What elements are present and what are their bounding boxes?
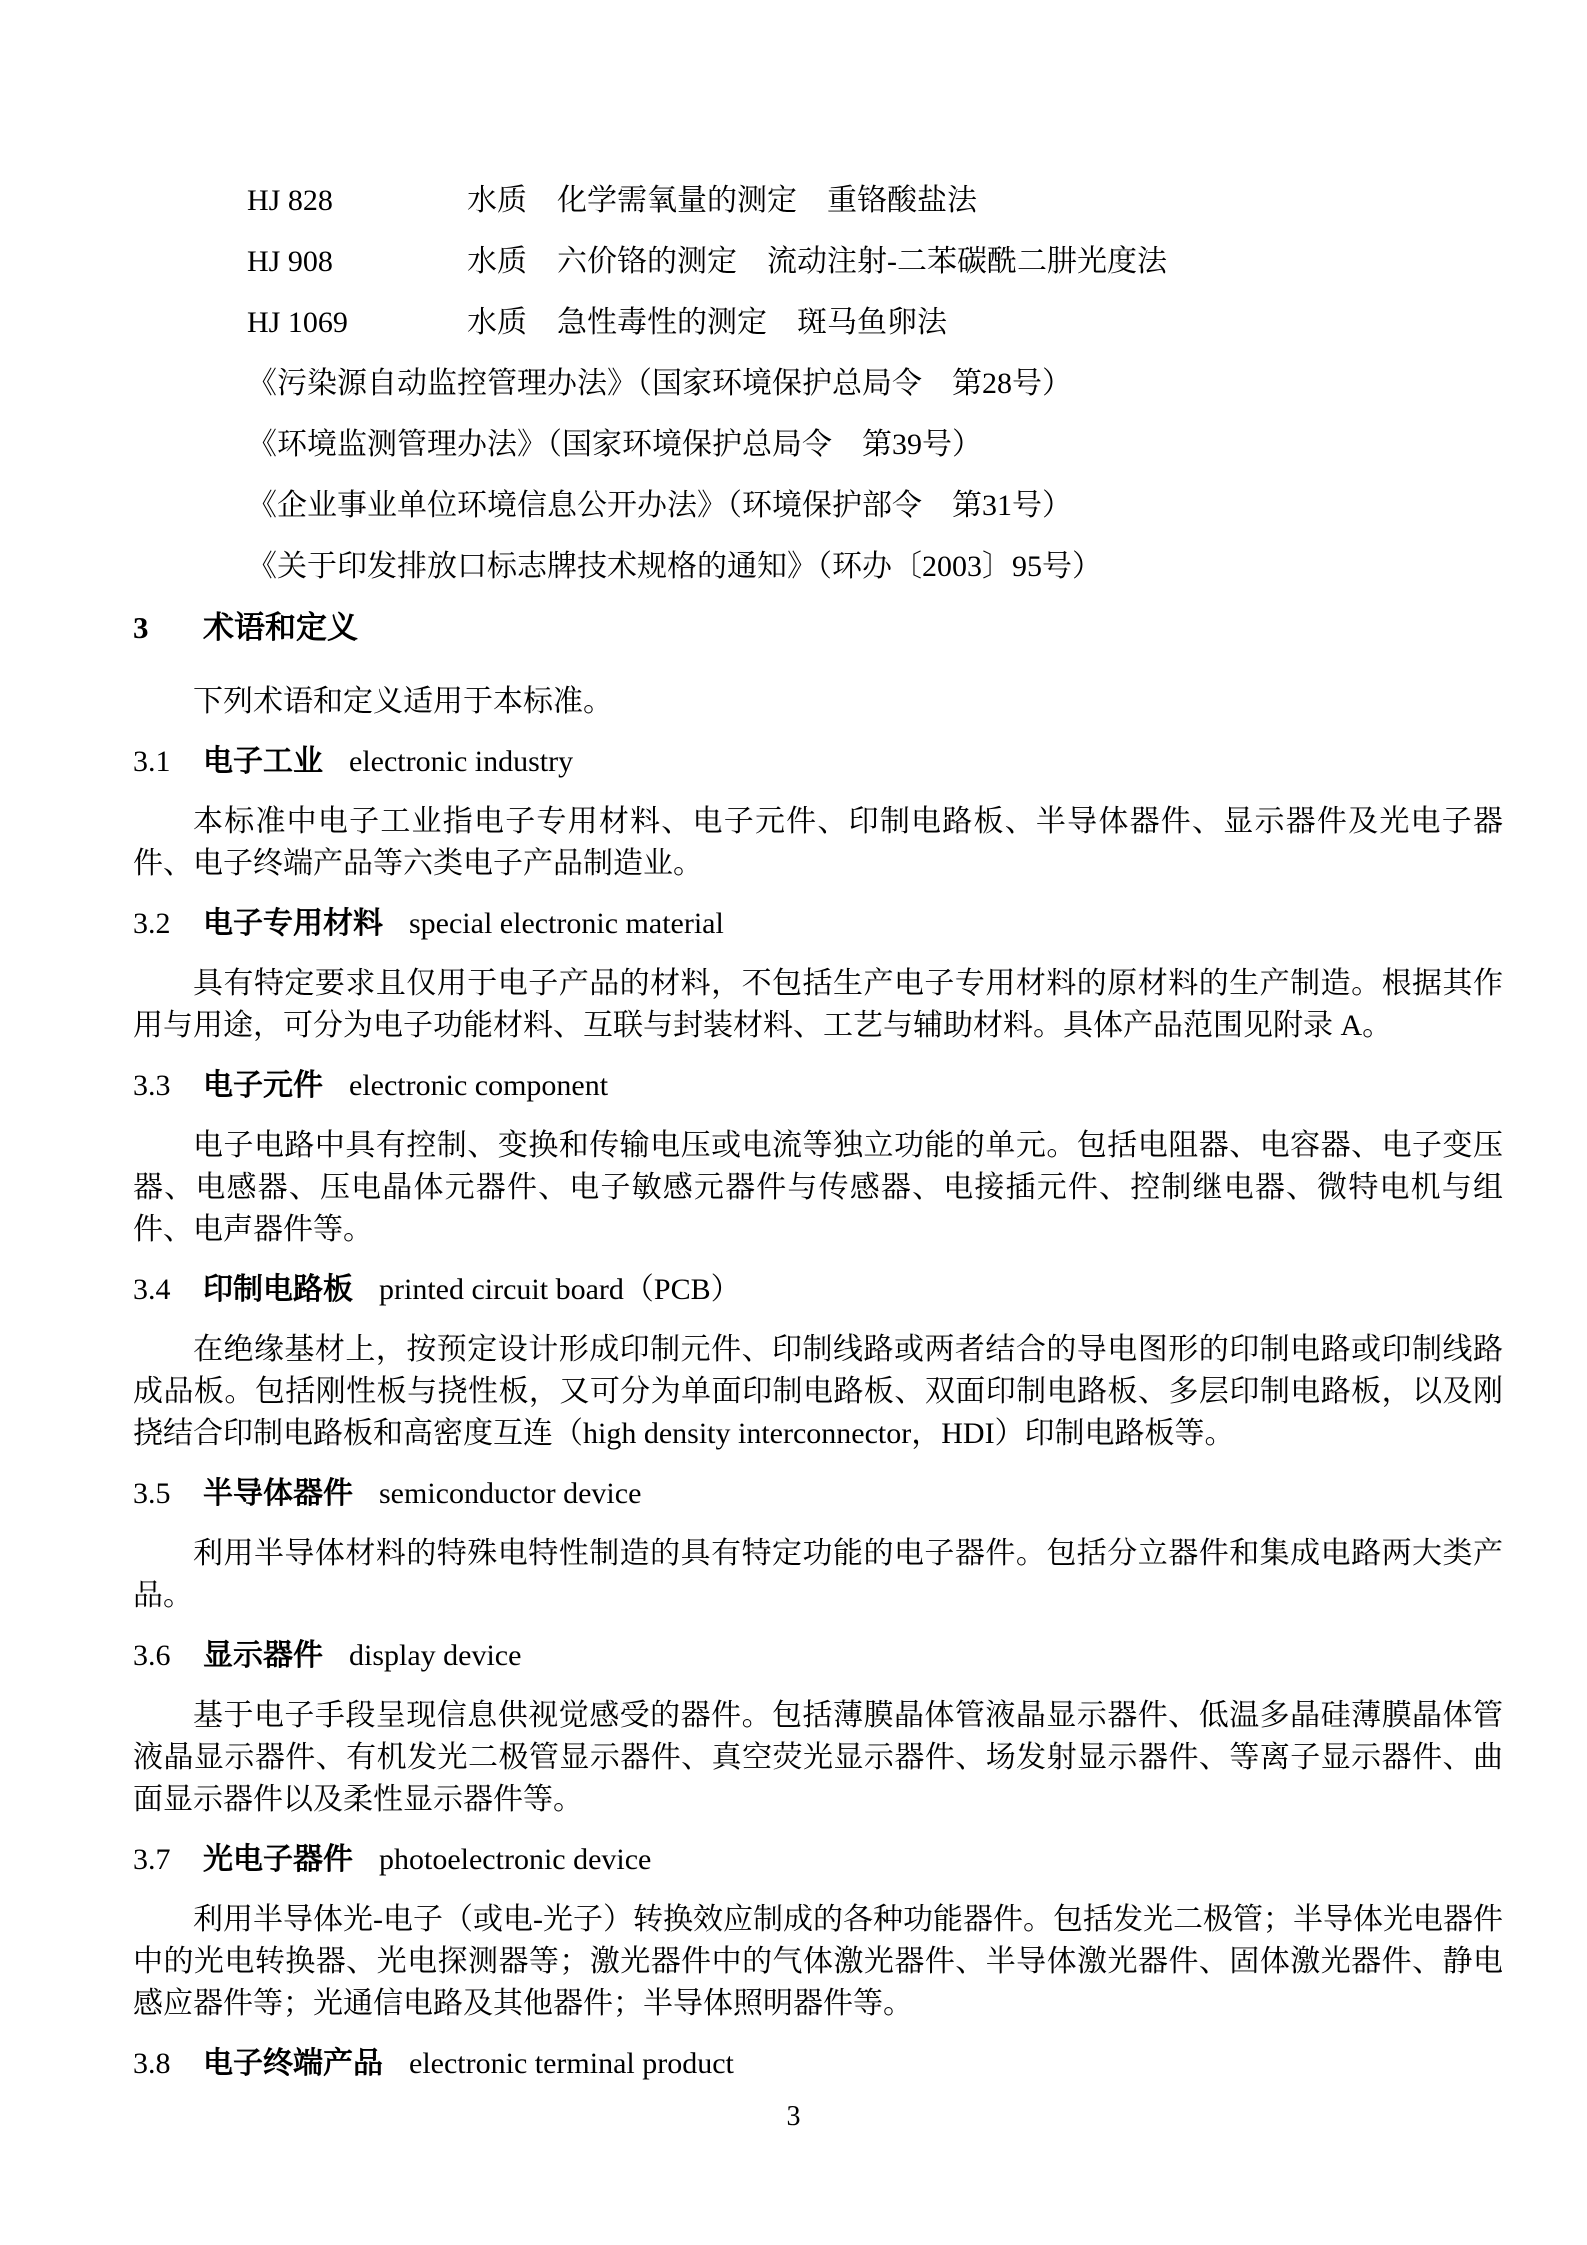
standard-title: 水质 六价铬的测定 流动注射-二苯碳酰二肼光度法 — [467, 245, 1167, 278]
term-heading — [133, 1473, 1503, 1515]
term-heading — [133, 2043, 1503, 2085]
term-zh: 显示器件 — [203, 1639, 323, 1672]
term-number: 3.4 — [133, 1273, 171, 1306]
standard-ref-row — [133, 302, 1503, 344]
term-definition: 本标准中电子工业指电子专用材料、电子元件、印制电路板、半导体器件、显示器件及光电子器件、电子终端产品等六类电子产品制造业。 — [133, 805, 1503, 880]
term-number: 3.8 — [133, 2047, 171, 2080]
standard-code: HJ 1069 — [247, 306, 348, 339]
term-number: 3.7 — [133, 1843, 171, 1876]
term-zh: 印制电路板 — [203, 1273, 353, 1306]
term-number: 3.5 — [133, 1477, 171, 1510]
term-zh: 电子元件 — [203, 1069, 323, 1102]
section-heading — [133, 607, 1503, 649]
term-heading — [133, 1635, 1503, 1677]
standard-ref-row — [133, 180, 1503, 222]
standard-code: HJ 828 — [247, 184, 333, 217]
term-heading — [133, 1269, 1503, 1311]
page-number: 3 — [786, 2101, 801, 2132]
term-heading — [133, 1839, 1503, 1881]
term-zh: 电子专用材料 — [203, 907, 383, 940]
term-en: printed circuit board（PCB） — [379, 1273, 741, 1306]
section-title: 术语和定义 — [203, 610, 358, 645]
standard-code: HJ 908 — [247, 245, 333, 278]
section-number: 3 — [133, 610, 149, 645]
regulation-ref: 《污染源自动监控管理办法》（国家环境保护总局令 第28号） — [247, 367, 1072, 400]
term-en: semiconductor device — [379, 1477, 642, 1510]
term-en: electronic component — [349, 1069, 609, 1102]
term-en: display device — [349, 1639, 522, 1672]
standard-title: 水质 化学需氧量的测定 重铬酸盐法 — [467, 184, 977, 217]
term-zh: 光电子器件 — [203, 1843, 353, 1876]
term-number: 3.2 — [133, 907, 171, 940]
term-definition: 基于电子手段呈现信息供视觉感受的器件。包括薄膜晶体管液晶显示器件、低温多晶硅薄膜晶体管液晶显示器件、有机发光二极管显示器件、真空荧光显示器件、场发射显示器件、等离子显示器件、曲面显示器件以及柔性显示器件等。 — [133, 1699, 1503, 1816]
terms-intro: 下列术语和定义适用于本标准。 — [193, 685, 613, 718]
term-heading — [133, 741, 1503, 783]
term-definition: 电子电路中具有控制、变换和传输电压或电流等独立功能的单元。包括电阻器、电容器、电子变压器、电感器、压电晶体元器件、电子敏感元器件与传感器、电接插元件、控制继电器、微特电机与组件、电声器件等。 — [133, 1129, 1503, 1246]
term-number: 3.3 — [133, 1069, 171, 1102]
term-en: photoelectronic device — [379, 1843, 652, 1876]
term-zh: 电子工业 — [203, 745, 323, 778]
term-number: 3.6 — [133, 1639, 171, 1672]
term-definition: 利用半导体光-电子（或电-光子）转换效应制成的各种功能器件。包括发光二极管；半导体光电器件中的光电转换器、光电探测器等；激光器件中的气体激光器件、半导体激光器件、固体激光器件、静电感应器件等；光通信电路及其他器件；半导体照明器件等。 — [133, 1903, 1503, 2020]
standard-title: 水质 急性毒性的测定 斑马鱼卵法 — [467, 306, 947, 339]
term-definition: 利用半导体材料的特殊电特性制造的具有特定功能的电子器件。包括分立器件和集成电路两大类产品。 — [133, 1537, 1503, 1612]
term-en: electronic terminal product — [409, 2047, 734, 2080]
term-heading — [133, 903, 1503, 945]
term-definition: 具有特定要求且仅用于电子产品的材料，不包括生产电子专用材料的原材料的生产制造。根据其作用与用途，可分为电子功能材料、互联与封装材料、工艺与辅助材料。具体产品范围见附录 A。 — [133, 967, 1503, 1042]
standard-ref-row — [133, 241, 1503, 283]
term-en: special electronic material — [409, 907, 724, 940]
regulation-ref: 《关于印发排放口标志牌技术规格的通知》（环办〔2003〕95号） — [247, 550, 1102, 583]
term-heading — [133, 1065, 1503, 1107]
term-definition: 在绝缘基材上，按预定设计形成印制元件、印制线路或两者结合的导电图形的印制电路或印制线路成品板。包括刚性板与挠性板，又可分为单面印制电路板、双面印制电路板、多层印制电路板，以及刚挠结合印制电路板和高密度互连（high density interconnector，HDI）印制电路板等。 — [133, 1333, 1503, 1450]
regulation-ref: 《环境监测管理办法》（国家环境保护总局令 第39号） — [247, 428, 982, 461]
term-number: 3.1 — [133, 745, 171, 778]
term-zh: 半导体器件 — [203, 1477, 353, 1510]
term-zh: 电子终端产品 — [203, 2047, 383, 2080]
term-en: electronic industry — [349, 745, 574, 778]
regulation-ref: 《企业事业单位环境信息公开办法》（环境保护部令 第31号） — [247, 489, 1072, 522]
